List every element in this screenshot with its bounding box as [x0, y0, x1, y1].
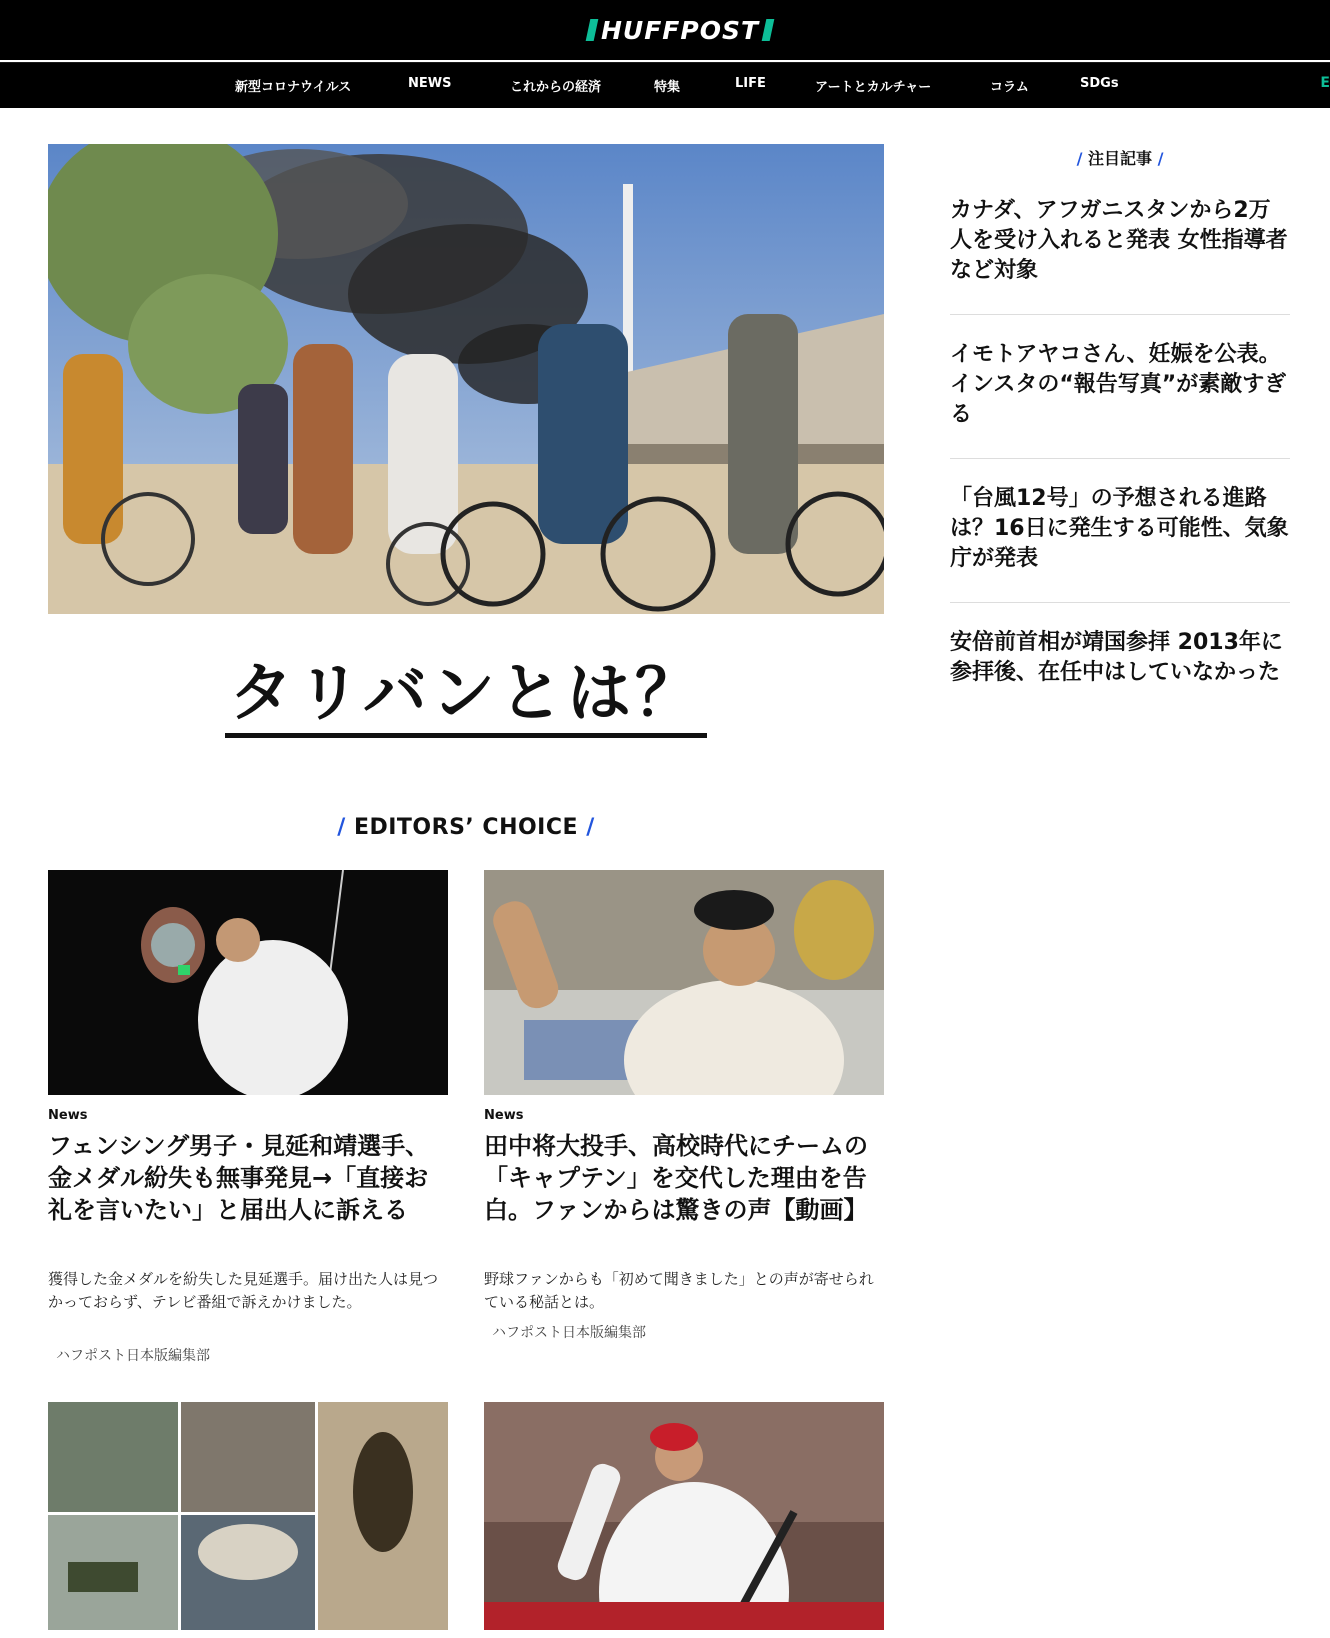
slash-right: / [1157, 149, 1164, 168]
card-image-baseball[interactable] [484, 870, 884, 1095]
trending-item-4[interactable]: 安倍前首相が靖国参拝 2013年に参拝後、在任中はしていなかった [950, 630, 1283, 685]
card-description: 野球ファンからも「初めて聞きました」との声が寄せられている秘話とは。 [484, 1270, 874, 1311]
card-author[interactable]: ハフポスト日本版編集部 [56, 1348, 210, 1364]
editors-choice-heading [48, 815, 884, 840]
slash-right: / [586, 815, 595, 840]
card-title[interactable]: フェンシング男子・見延和靖選手、金メダル紛失も無事発見→「直接お礼を言いたい」と届出人に訴える [48, 1132, 430, 1224]
nav-item-art-culture[interactable]: アートとカルチャー [815, 80, 932, 95]
nav-edge-cutoff[interactable]: E [1320, 75, 1330, 91]
logo-text: HUFFPOST [601, 15, 760, 45]
hero-headline[interactable] [48, 642, 884, 734]
nav-item-coronavirus[interactable]: 新型コロナウイルス [235, 80, 352, 95]
editors-choice-heading-text: EDITORS’ CHOICE [353, 815, 579, 840]
nav-item-sdgs[interactable]: SDGs [1080, 76, 1119, 91]
huffpost-logo[interactable] [588, 14, 772, 46]
card-category[interactable]: News [484, 1108, 524, 1123]
nav-item-features[interactable]: 特集 [654, 80, 681, 95]
main-nav [0, 62, 1330, 108]
trending-heading-text: 注目記事 [1087, 149, 1152, 168]
trending-item-1[interactable]: カナダ、アフガニスタンから2万人を受け入れると発表 女性指導者など対象 [950, 198, 1288, 283]
card-category[interactable]: News [48, 1108, 88, 1123]
card-image-fencing[interactable] [48, 870, 448, 1095]
card-description: 獲得した金メダルを紛失した見延選手。届け出た人は見つかっておらず、テレビ番組で訴えかけました。 [48, 1270, 439, 1311]
card-author[interactable]: ハフポスト日本版編集部 [492, 1325, 646, 1341]
logo-bar-right [762, 19, 775, 41]
nav-item-news[interactable]: NEWS [408, 76, 452, 91]
nav-item-life[interactable]: LIFE [735, 76, 766, 91]
nav-item-economy[interactable]: これからの経済 [510, 80, 602, 95]
hero-image[interactable] [48, 144, 884, 614]
trending-item-2[interactable]: イモトアヤコさん、妊娠を公表。インスタの“報告写真”が素敵すぎる [950, 342, 1287, 427]
hero-headline-text: タリバンとは？ [225, 657, 707, 738]
card-image-angels[interactable] [484, 1402, 884, 1630]
trending-divider [950, 314, 1290, 315]
card-image-collage[interactable] [48, 1402, 448, 1630]
top-header [0, 0, 1330, 60]
trending-item-3[interactable]: 「台風12号」の予想される進路は？16日に発生する可能性、気象庁が発表 [950, 486, 1289, 571]
card-title[interactable]: 田中将大投手、高校時代にチームの「キャプテン」を交代した理由を告白。ファンからは驚きの声【動画】 [484, 1132, 868, 1224]
trending-divider [950, 602, 1290, 603]
trending-divider [950, 458, 1290, 459]
logo-bar-left [586, 19, 599, 41]
slash-left: / [337, 815, 346, 840]
slash-left: / [1076, 149, 1083, 168]
nav-item-column[interactable]: コラム [990, 80, 1029, 95]
trending-heading [950, 146, 1290, 169]
